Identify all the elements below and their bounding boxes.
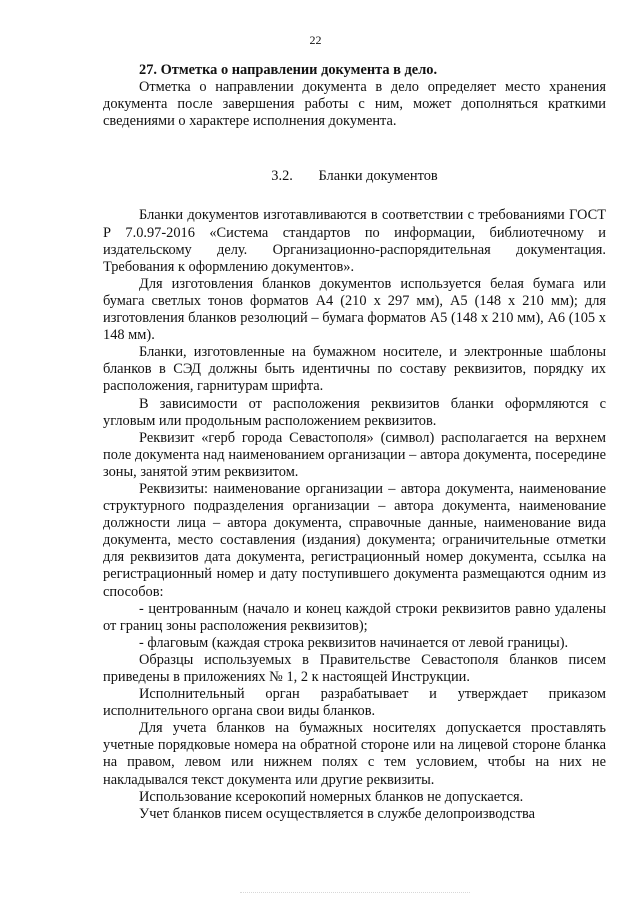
section-title: Бланки документов [318,168,438,185]
paragraph: Учет бланков писем осуществляется в службе делопроизводства [139,805,536,822]
paragraph: Бланки, изготовленные на бумажном носителе, и электронные шаблоны бланков в СЭД должны быть идентичны по составу реквизитов, порядку их расположения, гарнитурам шрифта. [103,344,606,395]
paragraph: В зависимости от расположения реквизитов бланки оформляются с угловым или продольным расположением реквизитов. [103,395,606,429]
paragraph: Исполнительный орган разрабатывает и утверждает приказом исполнительного органа свои виды бланков. [103,686,606,720]
item-27-heading: 27. Отметка о направлении документа в дело. [139,62,438,78]
document-body [103,62,606,823]
paragraph: Использование ксерокопий номерных бланков не допускается. [139,788,524,805]
page-number: 22 [309,33,322,47]
item-27-text: Отметка о направлении документа в дело определяет место хранения документа после завершения работы с ним, может дополняться краткими сведениями о характере исполнения документа. [103,79,606,130]
paragraph: Для изготовления бланков документов используется белая бумага или бумага светлых тонов форматов А4 (210 х 297 мм), А5 (148 х 210 мм); для изготовления бланков резолюций – бумага форматов А5 (148 х 210 мм), А6 (105 х 148 мм). [103,275,606,344]
bleed-through-marks [240,892,470,898]
paragraph: Реквизит «герб города Севастополя» (символ) располагается на верхнем поле документа над наименованием организации – автора документа, посередине зоны, занятой этим реквизитом. [103,429,606,480]
paragraph: Образцы используемых в Правительстве Севастополя бланков писем приведены в приложениях № 1, 2 к настоящей Инструкции. [103,651,606,685]
paragraph: Для учета бланков на бумажных носителях допускается проставлять учетные порядковые номера на обратной стороне или на лицевой стороне бланка на правом, левом или нижнем полях с тем условием, чтобы на них не накладывался текст документа или другие реквизиты. [103,720,606,788]
list-item: - центрованным (начало и конец каждой строки реквизитов равно удалены от границ зоны расположения реквизитов); [103,600,606,634]
section-number: 3.2. [271,168,293,185]
section-heading [103,168,606,185]
paragraph: Реквизиты: наименование организации – автора документа, наименование структурного подразделения организации – автора документа, наименование должности лица – автора документа, справочные данные, наименование вида документа, место составления (издания) документа; ограничительные отметки для реквизитов дата документа, регистрационный номер документа, ссылка на регистрационный номер и дату поступившего документа размещаются одним из способов: [103,480,606,600]
list-item: - флаговым (каждая строка реквизитов начинается от левой границы). [139,634,569,651]
paragraph: Бланки документов изготавливаются в соответствии с требованиями ГОСТ Р 7.0.97-2016 «Система стандартов по информации, библиотечному и издательскому делу. Организационно-распорядительная документация. Требования к оформлению документов». [103,207,606,275]
